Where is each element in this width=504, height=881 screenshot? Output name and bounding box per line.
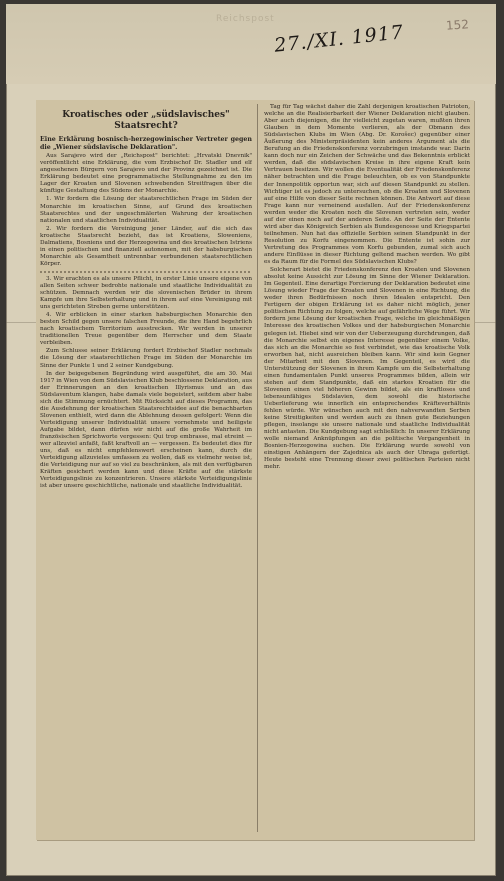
archive-page (6, 4, 496, 876)
right-column (264, 104, 470, 834)
article-subhead: Eine Erklärung bosnisch-herzegowinischer Vertreter gegen die „Wiener südslavische Deklaration". (40, 136, 252, 151)
paragraph: 4. Wir erblicken in einer starken habsburgischen Monarchie den besten Schild gegen unsere falschen Freunde, die ihre Hand begehrlich nach kroatischem Territorium ausstrecken. Wir werden in unserer traditionellen Treue gegenüber dem Herrscher und dem Staate verbleiben. (40, 312, 252, 347)
paragraph: 3. Wir erachten es als unsere Pflicht, in erster Linie unsere eigene von allen Seiten schwer bedrohte nationale und staatliche Individualität zu schützen. Demnach werden wir die slovenischen Brüder in ihrem Kampfe um ihre Selbsterhaltung und in ihrem auf eine Vereinigung mit uns gerichteten Streben gerne unterstützen. (40, 275, 252, 311)
article-headline: Kroatisches oder „südslavisches" Staatsrecht? (62, 110, 230, 131)
handwritten-date: 27./XI. 1917 (273, 21, 405, 57)
paragraph: Aus Sarajevo wird der „Reichspost" berichtet: „Hrvatski Dnevnik" veröffentlicht eine Erklärung, die vom Erzbischof Dr. Stadler und elf angesehenen Bürgern von Sarajevo und der Provinz gezeichnet ist. Die Erklärung bedeutet eine programmatische Stellungnahme zu den im Lager der Kroaten und Slovenen schwebenden Streitfragen über die künftige Gestaltung des Südens der Monarchie. (40, 153, 252, 195)
paragraph: In der beigegebenen Begründung wird ausgeführt, die am 30. Mai 1917 in Wien von dem Südslavischen Klub beschlossene Deklaration, aus der Erinnerungen an den kroatischen Illyrismus und an das Südslaventum klangen, habe damals viele begeistert, seitdem aber habe sich die Stimmung ernüchtert. Mit Rücksicht auf dieses Programm, das die Ausdehnung der kroatischen Staatsrechtsidee auf die benachbarten Slovenen enthielt, wird dann die Ablehnung dessen gefolgert: Wenn die Verteidigung unserer Individualität unsere vornehmste und heiligste Aufgabe bildet, dann dürfen wir nicht auf die große Wahrheit im französischen Sprichworte vergessen: Qui trop embrasse, mal etreint — wer allzuviel anfaßt, faßt kraftvoll an — vergessen. Es bedeutet dies für uns, daß es nicht empfehlenswert erscheinen kann, durch die Verteidigung allzuvieles umfassen zu wollen, daß es vielmehr weise ist, die Verteidigung nur auf so viel zu beschränken, als mit den verfügbaren Kräften gesichert werden kann und diese Kräfte auf die stärkste Verteidigungslinie zu konzentrieren. Unsere stärkste Verteidigungslinie ist aber unsere geschichtliche, nationale und staatliche Individualität. (40, 370, 252, 490)
page-number: 152 (445, 17, 470, 33)
paragraph: Zum Schlusse seiner Erklärung fordert Erzbischof Stadler nochmals die Lösung der staatsrechtlichen Frage im Süden der Monarchie im Sinne der Punkte 1 und 2 seiner Kundgebung. (40, 348, 252, 369)
faint-stamp: Reichspost (216, 14, 275, 24)
paragraph: 1. Wir fordern die Lösung der staatsrechtlichen Frage im Süden der Monarchie im kroatischen Sinne, auf Grund des kroatischen Staatsrechtes und der ungeschmälerten Wahrung der kroatischen nationalen und staatlichen Individualität. (40, 196, 252, 224)
left-column (40, 104, 252, 834)
paragraph: Tag für Tag wächst daher die Zahl derjenigen kroatischen Patrioten, welche an die Realisierbarkeit der Wiener Deklaration nicht glauben. Aber auch diejenigen, die ihr vielleicht zugetan waren, mußten ihren Glauben in dem Momente verlieren, als der Obmann des Südslavischen Klubs im Wien (Abg. Dr. Korošec) gegenüber einer Äußerung des Ministerpräsidenten kein anderes Argument als die Berufung an die Friedenskonferenz vorzubringen imstande war. Darin kann doch nur ein Zeichen der Schwäche und das Bekenntnis erblickt werden, daß die südslavischen Kreise in ihre eigene Kraft kein Vertrauen besitzen. Wir wollen die Eventualität der Friedenskonferenz näher betrachten und die Frage beleuchten, ob es von Standpunkte der Innenpolitik opportun war, sich auf diesen Standpunkt zu stellen. Wichtiger ist es jedoch zu untersuchen, ob die Kroaten und Slovenen auf eine Hilfe von dieser Seite rechnen können. Die Antwort auf diese Frage kann nur verneinend ausfallen. Auf der Friedenskonferenz werden weder die Kroaten noch die Slovenen vertreten sein, weder auf der einen noch auf der anderen Seite. An der Seite der Entente wird aber das Königreich Serbien als Bundesgenosse und Kriegspartei teilnehmen. Nun hat das offizielle Serbien seinen Standpunkt in der Resolution zu Korfu eingenommen. Die Entente ist sohin zur Vertretung des Programmes vom Korfu gebunden, zumal sich auch andere Einflüsse in dieser Richtung geltend machen werden. Wo gibt es da Raum für die Formel des Südslavischen Klubs? (264, 104, 470, 266)
column-divider (257, 104, 258, 832)
newspaper-clipping (36, 100, 474, 840)
clipping-seam (40, 271, 252, 273)
paragraph: 2. Wir fordern die Vereinigung jener Länder, auf die sich das kroatische Staatsrecht bezieht, das ist Kroatiens, Sloweniens, Dalmatiens, Bosniens und der Herzegowina und des kroatischen Istriens in einen politischen und finanziell autonomen, mit der habsburgischen Monarchie als Gesamtheit untrennbar verbundenen staatsrechtlichen Körper. (40, 225, 252, 267)
paragraph: Solcherart bietet die Friedenskonferenz den Kroaten und Slovenen absolut keine Aussicht zur Lösung im Sinne der Wiener Deklaration. Im Gegenteil. Eine derartige Forcierung der Deklaration bedeutet eine Lösung wieder Frage der Kroaten und Slovenen in eine Richtung, die weder ihren Bedürfnissen noch ihren Idealen entspricht. Den Fertigern der obigen Erklärung ist es daher nicht möglich, jener politischen Richtung zu folgen, welche auf gefährliche Wege führt. Wir fordern jene Lösung der kroatischen Frage, welche im gleichmäßigen Interesse des kroatischen Volkes und der habsburgischen Monarchie gelegen ist. Hiebei sind wir von der Ueberzeugung durchdrungen, daß die Monarchie selbst ein eigenes Interesse gegenüber einem Volke, das sich an die Monarchie so fest verbindet, wie das kroatische Volk erworben hat, nicht ausreichen bleiben kann. Wir sind kein Gegner der Mitarbeit mit den Slovenen. Im Gegenteil, es wird die Unterstützung der Slovenen in ihrem Kampfe um die Selbsterhaltung einen fundamentalen Punkt unseres Programmes bilden, allein wir stehen auf dem Standpunkte, daß ein starkes Kroatien für die Slovenen einen viel höheren Gewinn bildet, als ein kraftloses und lebensunfähiges Südslavien, dem sowohl die historische Ueberlieferung wie innerlich ein entsprechendes Kräfteverhältnis fehlen würde. Wir wünschen auch mit den nahverwandten Serben keine Streitigkeiten und werden auch zu ihnen gute Beziehungen pflegen, insolange sie unsere nationale und staatliche Individualität nicht antasten. Die Kundgebung sagt schließlich: In unserer Erklärung wolle niemand Anknüpfungen an die politische Vergangenheit in Bosnien-Herzegowina suchen. Die Erklärung wurde sowohl von einstigen Anhängern der Zajednica als auch der Ubraga gefertigt. Heute besteht eine Trennung dieser zwei politischen Parteien nicht mehr. (264, 267, 470, 471)
